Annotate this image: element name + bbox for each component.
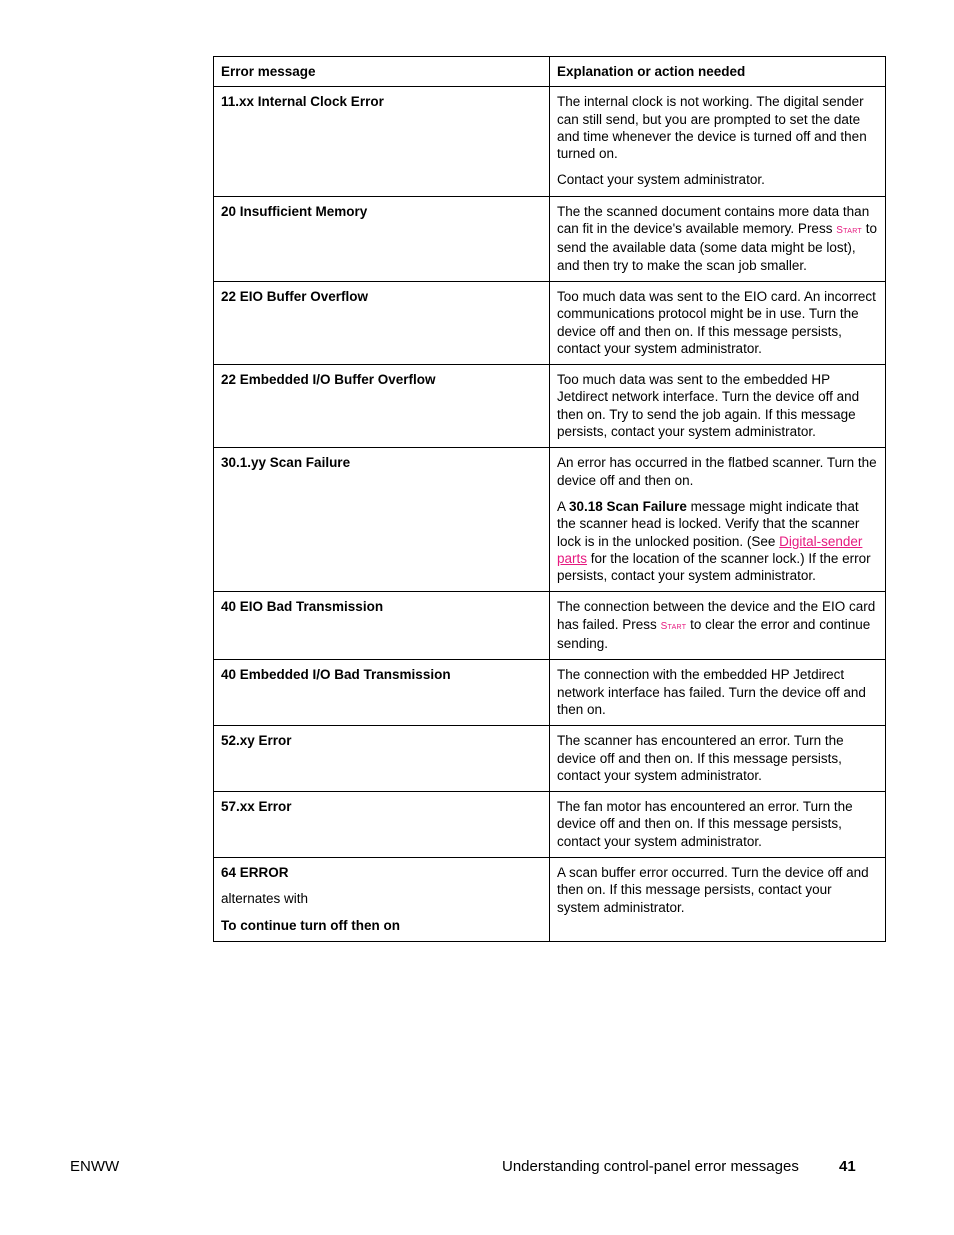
footer-section-title: Understanding control-panel error messages [502, 1158, 799, 1175]
explanation-text [557, 203, 878, 274]
table-row [214, 281, 886, 364]
table-row [214, 792, 886, 858]
error-message-line: 64 ERROR [221, 864, 289, 880]
error-message: 52.xy Error [214, 726, 550, 792]
explanation-text-part: The the scanned document contains more data than can fit in the device's available memory. Press [557, 203, 870, 237]
error-message: 30.1.yy Scan Failure [214, 448, 550, 592]
explanation [550, 196, 886, 281]
explanation-text: Contact your system administrator. [557, 172, 765, 188]
explanation-text-part: message might indicate that the scanner head is locked. Verify that the scanner lock is in the unlocked position. (See [557, 498, 860, 549]
error-message: 57.xx Error [214, 792, 550, 858]
table-row [214, 726, 886, 792]
digital-sender-parts-link[interactable]: Digital-sender parts [557, 533, 863, 566]
error-message [214, 857, 550, 941]
explanation-text [557, 598, 878, 652]
start-key-label: Start [660, 620, 687, 632]
alternates-with-text: alternates with [221, 891, 309, 907]
header-explanation: Explanation or action needed [550, 57, 886, 87]
header-error-message: Error message [214, 57, 550, 87]
table-row [214, 196, 886, 281]
error-message-line: To continue turn off then on [221, 917, 400, 933]
explanation-text-part: The connection between the device and the EIO card has failed. Press [557, 599, 876, 632]
explanation [550, 281, 886, 364]
table-header-row [214, 57, 886, 87]
explanation [550, 660, 886, 726]
explanation [550, 87, 886, 196]
error-message: 40 Embedded I/O Bad Transmission [214, 660, 550, 726]
explanation [550, 448, 886, 592]
error-message: 22 Embedded I/O Buffer Overflow [214, 365, 550, 448]
error-code-inline: 30.18 Scan Failure [569, 498, 687, 514]
table-row [214, 592, 886, 660]
table-row [214, 857, 886, 941]
error-message: 22 EIO Buffer Overflow [214, 281, 550, 364]
table-row [214, 365, 886, 448]
start-key-label: Start [836, 225, 863, 237]
error-message: 11.xx Internal Clock Error [214, 87, 550, 196]
explanation-text: Too much data was sent to the EIO card. An incorrect communications protocol might be in use. Turn the device off and then on. If this message persists, contact your system administrator. [557, 288, 876, 356]
explanation [550, 726, 886, 792]
explanation [550, 857, 886, 941]
error-message: 40 EIO Bad Transmission [214, 592, 550, 660]
explanation [550, 365, 886, 448]
explanation-text: Too much data was sent to the embedded HP Jetdirect network interface. Turn the device off and then on. Try to send the job again. If this message persists, contact your system administrator. [557, 372, 860, 440]
explanation-text-part: to clear the error and continue sending. [557, 616, 871, 652]
explanation-text: The connection with the embedded HP Jetdirect network interface has failed. Turn the device off and then on. [557, 667, 866, 717]
explanation-text: An error has occurred in the flatbed scanner. Turn the device off and then on. [557, 455, 877, 488]
explanation-text-part: for the location of the scanner lock.) If the error persists, contact your system administrator. [557, 550, 871, 584]
explanation [550, 792, 886, 858]
explanation-text: The internal clock is not working. The digital sender can still send, but you are prompted to set the date and time whenever the device is turned off and then turned on. [557, 94, 867, 162]
explanation-text [557, 498, 878, 584]
explanation-text: A scan buffer error occurred. Turn the device off and then on. If this message persists, contact your system administrator. [557, 864, 869, 915]
explanation-text: The scanner has encountered an error. Turn the device off and then on. If this message persists, contact your system administrator. [557, 733, 844, 783]
table-row [214, 448, 886, 592]
table-row [214, 660, 886, 726]
explanation-text-part: A [557, 498, 570, 514]
explanation-text-part: to send the available data (some data might be lost), and then try to make the scan job smaller. [557, 221, 878, 273]
error-message-table [213, 56, 886, 942]
explanation [550, 592, 886, 660]
table-row [214, 87, 886, 196]
error-message: 20 Insufficient Memory [214, 196, 550, 281]
footer-enww: ENWW [70, 1158, 120, 1175]
explanation-text: The fan motor has encountered an error. Turn the device off and then on. If this message persists, contact your system administrator. [557, 799, 853, 849]
page-number: 41 [839, 1158, 856, 1175]
